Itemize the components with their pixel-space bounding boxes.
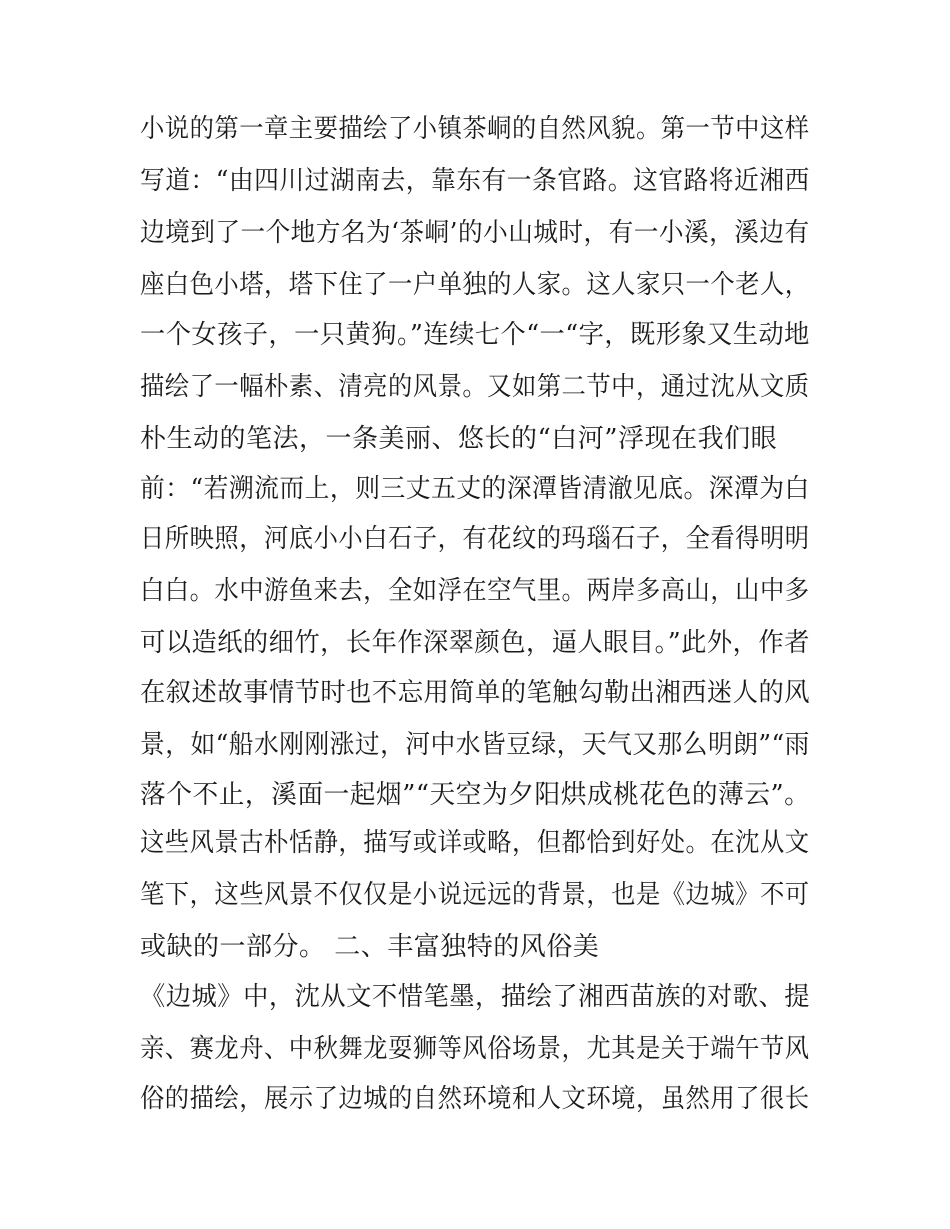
paragraph-line: 俗的描绘，展示了边城的自然环境和人文环境，虽然用了很长 <box>140 1084 810 1114</box>
paragraph-line: 写道：“由四川过湖南去，靠东有一条官路。这官路将近湘西 <box>140 166 810 196</box>
paragraph-line: 白白。水中游鱼来去，全如浮在空气里。两岸多高山，山中多 <box>140 576 810 606</box>
paragraph-line: 《边城》中，沈从文不惜笔墨，描绘了湘西苗族的对歌、提 <box>140 982 811 1012</box>
paragraph-line: 亲、赛龙舟、中秋舞龙耍狮等风俗场景，尤其是关于端午节风 <box>140 1034 810 1064</box>
paragraph-line: 在叙述故事情节时也不忘用简单的笔触勾勒出湘西迷人的风 <box>140 678 811 708</box>
paragraph-line: 景，如“船水刚刚涨过，河中水皆豆绿，天气又那么明朗”“雨 <box>140 730 810 760</box>
paragraph-line: 日所映照，河底小小白石子，有花纹的玛瑙石子，全看得明明 <box>140 524 810 554</box>
paragraph-line: 这些风景古朴恬静，描写或详或略，但都恰到好处。在沈从文 <box>140 828 810 858</box>
paragraph-line: 一个女孩子，一只黄狗。”连续七个“一“字，既形象又生动地 <box>140 320 810 350</box>
paragraph-line: 描绘了一幅朴素、清亮的风景。又如第二节中，通过沈从文质 <box>140 372 810 402</box>
paragraph-line: 或缺的一部分。 二、丰富独特的风俗美 <box>140 932 600 962</box>
paragraph-line: 前：“若溯流而上，则三丈五丈的深潭皆清澈见底。深潭为白 <box>140 474 810 504</box>
paragraph-line: 朴生动的笔法，一条美丽、悠长的“白河”浮现在我们眼 <box>140 424 778 454</box>
paragraph-line: 落个不止，溪面一起烟”“天空为夕阳烘成桃花色的薄云”。 <box>140 780 811 810</box>
paragraph-line: 座白色小塔，塔下住了一户单独的人家。这人家只一个老人， <box>140 270 810 300</box>
paragraph-line: 小说的第一章主要描绘了小镇茶峒的自然风貌。第一节中这样 <box>140 114 810 144</box>
paragraph-line: 边境到了一个地方名为‘茶峒’的小山城时，有一小溪，溪边有 <box>140 218 810 248</box>
paragraph-line: 可以造纸的细竹，长年作深翠颜色，逼人眼目。”此外，作者 <box>140 628 810 658</box>
paragraph-line: 笔下，这些风景不仅仅是小说远远的背景，也是《边城》不可 <box>140 880 810 910</box>
